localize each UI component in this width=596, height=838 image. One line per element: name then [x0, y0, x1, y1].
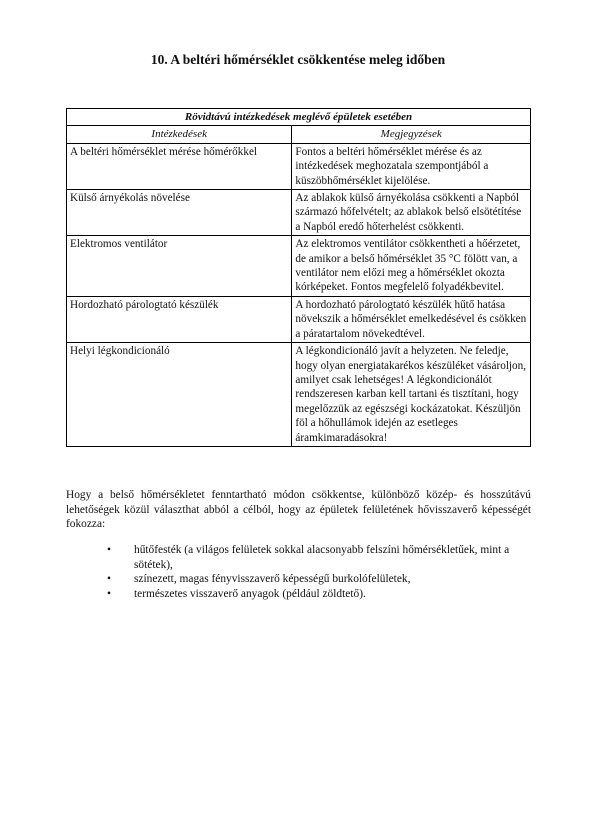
measure-cell: A beltéri hőmérséklet mérése hőmérőkkel	[67, 143, 292, 189]
measure-cell: Külső árnyékolás növelése	[67, 190, 292, 236]
bullet-list	[107, 543, 531, 601]
measure-cell: Hordozható párologtató készülék	[67, 296, 292, 342]
list-item	[107, 587, 531, 602]
table-header-row	[67, 126, 531, 143]
measure-cell: Elektromos ventilátor	[67, 236, 292, 297]
table-row	[67, 343, 531, 447]
table-row	[67, 236, 531, 297]
column-header-measures: Intézkedések	[67, 126, 292, 143]
measures-table	[66, 108, 531, 447]
list-item-text: színezett, magas fényvisszaverő képességű burkolófelületek,	[134, 573, 411, 586]
list-item	[107, 572, 531, 587]
list-item-text: hűtőfesték (a világos felületek sokkal alacsonyabb felszíni hőmérsékletűek, mint a sötétek),	[134, 544, 510, 571]
list-item	[107, 543, 531, 572]
page-title: 10. A beltéri hőmérséklet csökkentése meleg időben	[150, 52, 446, 67]
table-row	[67, 190, 531, 236]
table-row	[67, 296, 531, 342]
note-cell: Fontos a beltéri hőmérséklet mérése és az intézkedések meghozatala szempontjából a küszöbhőmérséklet kijelölése.	[292, 143, 531, 189]
table-caption: Rövidtávú intézkedések meglévő épületek esetében	[67, 109, 531, 126]
bullet-icon: •	[107, 544, 111, 556]
column-header-notes: Megjegyzések	[292, 126, 531, 143]
note-cell: Az elektromos ventilátor csökkentheti a hőérzetet, de amikor a belső hőmérséklet 35 °C fölött van, a ventilátor nem előzi meg a hőmérséklet okozta kórképeket. Fontos megfelelő folyadékbevitel.	[292, 236, 531, 297]
note-cell: A légkondicionáló javít a helyzeten. Ne feledje, hogy olyan energiatakarékos készüléket vásároljon, amilyet csak lehetséges! A légkondicionálót rendszeresen karban kell tartani és tisztítani, hogy megelőzzük az egészségi kockázatokat. Készüljön föl a hőhullámok idején az esetleges áramkimaradásokra!	[292, 343, 531, 447]
list-item-text: természetes visszaverő anyagok (például zöldtető).	[134, 587, 366, 600]
note-cell: Az ablakok külső árnyékolása csökkenti a Napból származó hőfelvételt; az ablakok belső elsötétítése a Napból eredő hőterhelést csökkenti.	[292, 190, 531, 236]
bullet-icon: •	[107, 573, 111, 586]
body-paragraph: Hogy a belső hőmérsékletet fenntartható módon csökkentse, különböző közép- és hosszútávú lehetőségek közül választhat abból a célból, hogy az épületek felületének hővisszaverő képességét fokozza:	[66, 489, 531, 531]
table-caption-row	[67, 109, 531, 126]
table-row	[67, 143, 531, 189]
measure-cell: Helyi légkondicionáló	[67, 343, 292, 447]
bullet-icon: •	[107, 587, 111, 600]
note-cell: A hordozható párologtató készülék hűtő hatása növekszik a hőmérséklet emelkedésével és csökken a páratartalom növekedtével.	[292, 296, 531, 342]
